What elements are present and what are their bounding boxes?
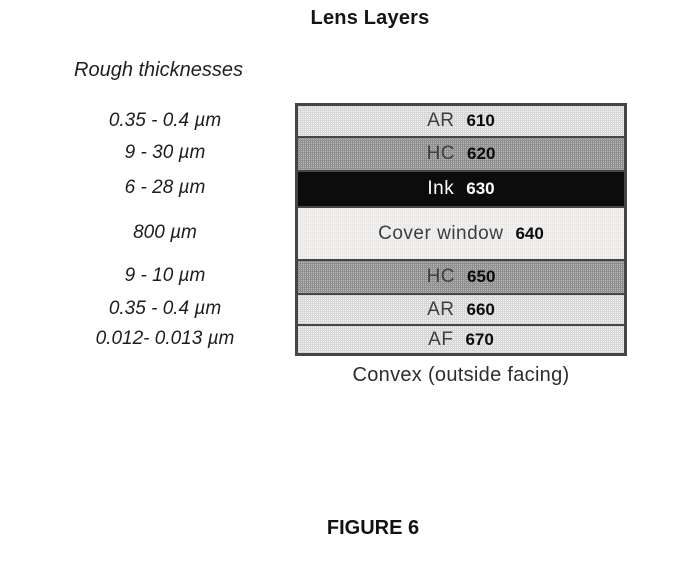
layer-name: Cover window	[378, 222, 504, 244]
layer-ar-610	[298, 106, 624, 136]
layer-name: HC	[426, 266, 456, 287]
thickness-label-620: 9 - 30 µm	[124, 142, 206, 163]
thickness-label-610: 0.35 - 0.4 µm	[108, 110, 222, 131]
layer-ref-numeral: 620	[467, 144, 496, 163]
layer-ref-numeral: 660	[466, 299, 495, 319]
lens-layer-stack	[295, 103, 627, 356]
layer-name: Ink	[427, 178, 455, 199]
layer-ref-numeral: 670	[465, 329, 494, 349]
layer-ref-numeral: 610	[466, 111, 495, 130]
layer-name: AR	[427, 298, 455, 320]
convex-caption: Convex (outside facing)	[352, 364, 570, 386]
layer-hc-620	[298, 136, 624, 170]
thickness-label-650: 9 - 10 µm	[124, 265, 206, 286]
layer-ink-630	[298, 170, 624, 206]
thickness-labels-column	[40, 106, 290, 353]
figure-title: Lens Layers	[310, 7, 430, 29]
figure-number-label: FIGURE 6	[326, 517, 420, 539]
layer-af-670	[298, 324, 624, 353]
layer-name: HC	[426, 143, 456, 164]
thickness-label-670: 0.012- 0.013 µm	[95, 327, 235, 349]
layer-ref-numeral: 640	[515, 223, 544, 243]
thickness-label-630: 6 - 28 µm	[124, 177, 206, 198]
thickness-label-660: 0.35 - 0.4 µm	[108, 297, 222, 319]
rough-thicknesses-heading: Rough thicknesses	[74, 59, 243, 81]
layer-ref-numeral: 650	[467, 267, 496, 286]
layer-name: AR	[427, 110, 455, 131]
layer-cover-window-640	[298, 206, 624, 259]
layer-ref-numeral: 630	[466, 179, 495, 198]
layer-name: AF	[428, 328, 454, 350]
layer-ar-660	[298, 293, 624, 324]
thickness-label-640: 800 µm	[133, 221, 197, 243]
layer-hc-650	[298, 259, 624, 293]
